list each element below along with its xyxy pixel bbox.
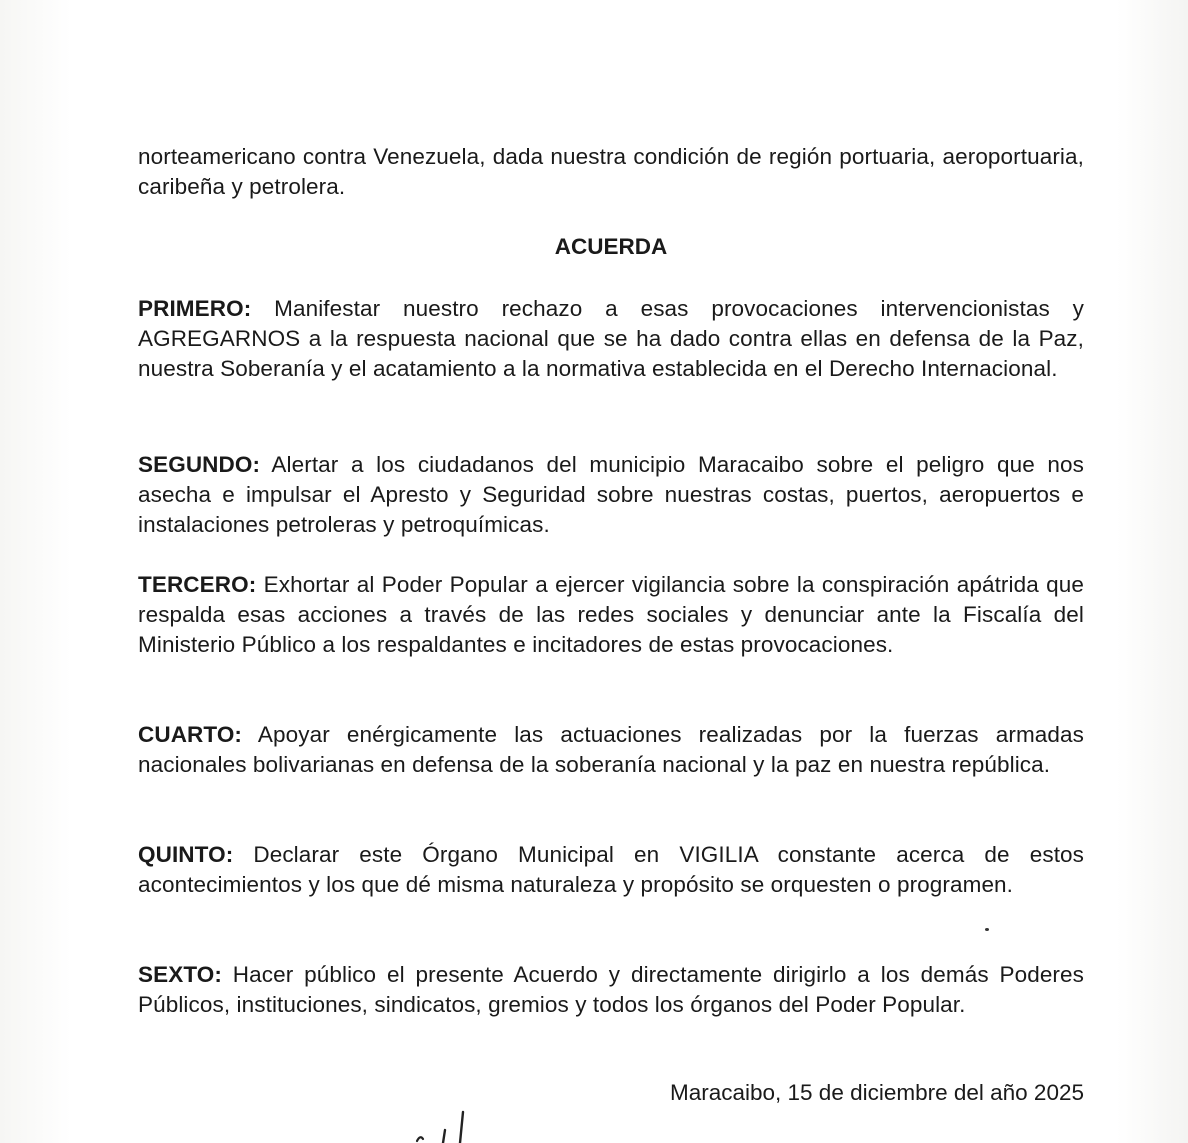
clause-label: QUINTO: bbox=[138, 842, 234, 867]
clause-text: Declarar este Órgano Municipal en VIGILIA constante acerca de estos acontecimientos y los que dé misma naturaleza y propósito se orquesten o programen. bbox=[138, 842, 1085, 897]
clause-label: SEXTO: bbox=[138, 962, 222, 987]
section-heading: ACUERDA bbox=[554, 234, 668, 259]
clause-label: PRIMERO: bbox=[138, 296, 252, 321]
clause-quinto bbox=[138, 840, 1084, 900]
intro-paragraph: norteamericano contra Venezuela, dada nuestra condición de región portuaria, aeroportuaria, caribeña y petrolera. bbox=[138, 144, 1084, 199]
clause-label: CUARTO: bbox=[138, 722, 243, 747]
clause-label: SEGUNDO: bbox=[138, 452, 261, 477]
clause-text: Apoyar enérgicamente las actuaciones realizadas por la fuerzas armadas nacionales bolivarianas en defensa de la soberanía nacional y la paz en nuestra república. bbox=[138, 722, 1084, 777]
ink-speck bbox=[985, 928, 989, 931]
clause-segundo bbox=[138, 450, 1084, 540]
clause-sexto bbox=[138, 960, 1084, 1020]
clause-text: Exhortar al Poder Popular a ejercer vigilancia sobre la conspiración apátrida que respalda esas acciones a través de las redes sociales y denunciar ante la Fiscalía del Ministerio Público a los respaldantes e incitadores de estas provocaciones. bbox=[138, 572, 1084, 657]
clause-cuarto bbox=[138, 720, 1084, 780]
clause-text: Alertar a los ciudadanos del municipio Maracaibo sobre el peligro que nos asecha e impulsar el Apresto y Seguridad sobre nuestras costas, puertos, aeropuertos e instalaciones petroleras y petroquímicas. bbox=[138, 452, 1084, 537]
clause-text: Hacer público el presente Acuerdo y directamente dirigirlo a los demás Poderes Públicos, instituciones, sindicatos, gremios y todos los órganos del Poder Popular. bbox=[138, 962, 1084, 1017]
clause-tercero bbox=[138, 570, 1084, 660]
signature-mark bbox=[405, 1108, 485, 1143]
clause-text: Manifestar nuestro rechazo a esas provocaciones intervencionistas y AGREGARNOS a la respuesta nacional que se ha dado contra ellas en defensa de la Paz, nuestra Soberanía y el acatamiento a la normativa establecida en el Derecho Internacional. bbox=[138, 296, 1084, 381]
date-line: Maracaibo, 15 de diciembre del año 2025 bbox=[669, 1080, 1084, 1105]
clause-label: TERCERO: bbox=[138, 572, 257, 597]
clause-primero bbox=[138, 294, 1084, 384]
